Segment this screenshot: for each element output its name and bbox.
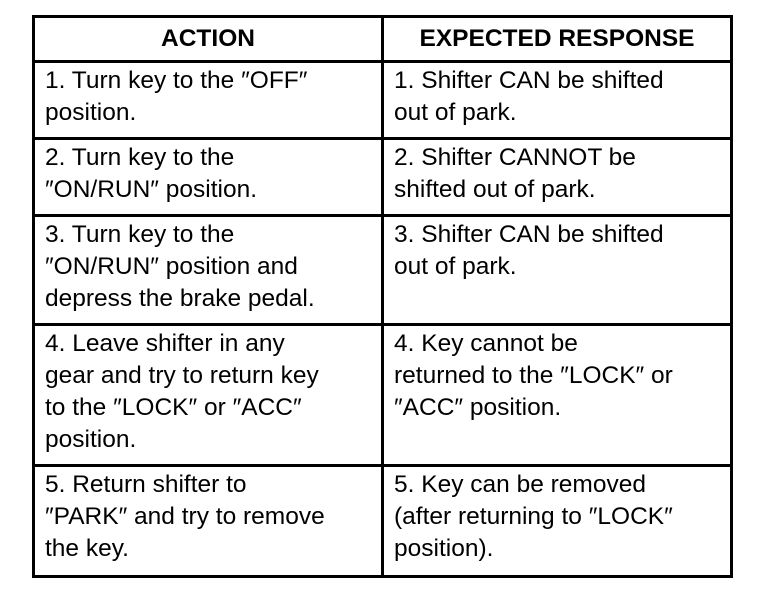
header-row: [34, 17, 732, 62]
response-cell: 1. Shifter CAN be shifted out of park.: [383, 62, 732, 139]
action-cell: 5. Return shifter to ″PARK″ and try to remove the key.: [34, 466, 383, 577]
table-row: [34, 325, 732, 466]
action-column-header: ACTION: [34, 17, 383, 62]
table-row: [34, 466, 732, 577]
table-header: [34, 17, 732, 62]
shift-interlock-test-table: [32, 15, 733, 578]
action-cell: 3. Turn key to the ″ON/RUN″ position and depress the brake pedal.: [34, 216, 383, 325]
response-cell: 3. Shifter CAN be shifted out of park.: [383, 216, 732, 325]
action-cell: 4. Leave shifter in any gear and try to return key to the ″LOCK″ or ″ACC″ position.: [34, 325, 383, 466]
expected-response-column-header: EXPECTED RESPONSE: [383, 17, 732, 62]
table-row: [34, 216, 732, 325]
action-cell: 2. Turn key to the ″ON/RUN″ position.: [34, 139, 383, 216]
table-body: [34, 62, 732, 577]
table-row: [34, 62, 732, 139]
response-cell: 5. Key can be removed (after returning to ″LOCK″ position).: [383, 466, 732, 577]
table-row: [34, 139, 732, 216]
response-cell: 4. Key cannot be returned to the ″LOCK″ or ″ACC″ position.: [383, 325, 732, 466]
action-cell: 1. Turn key to the ″OFF″ position.: [34, 62, 383, 139]
response-cell: 2. Shifter CANNOT be shifted out of park.: [383, 139, 732, 216]
